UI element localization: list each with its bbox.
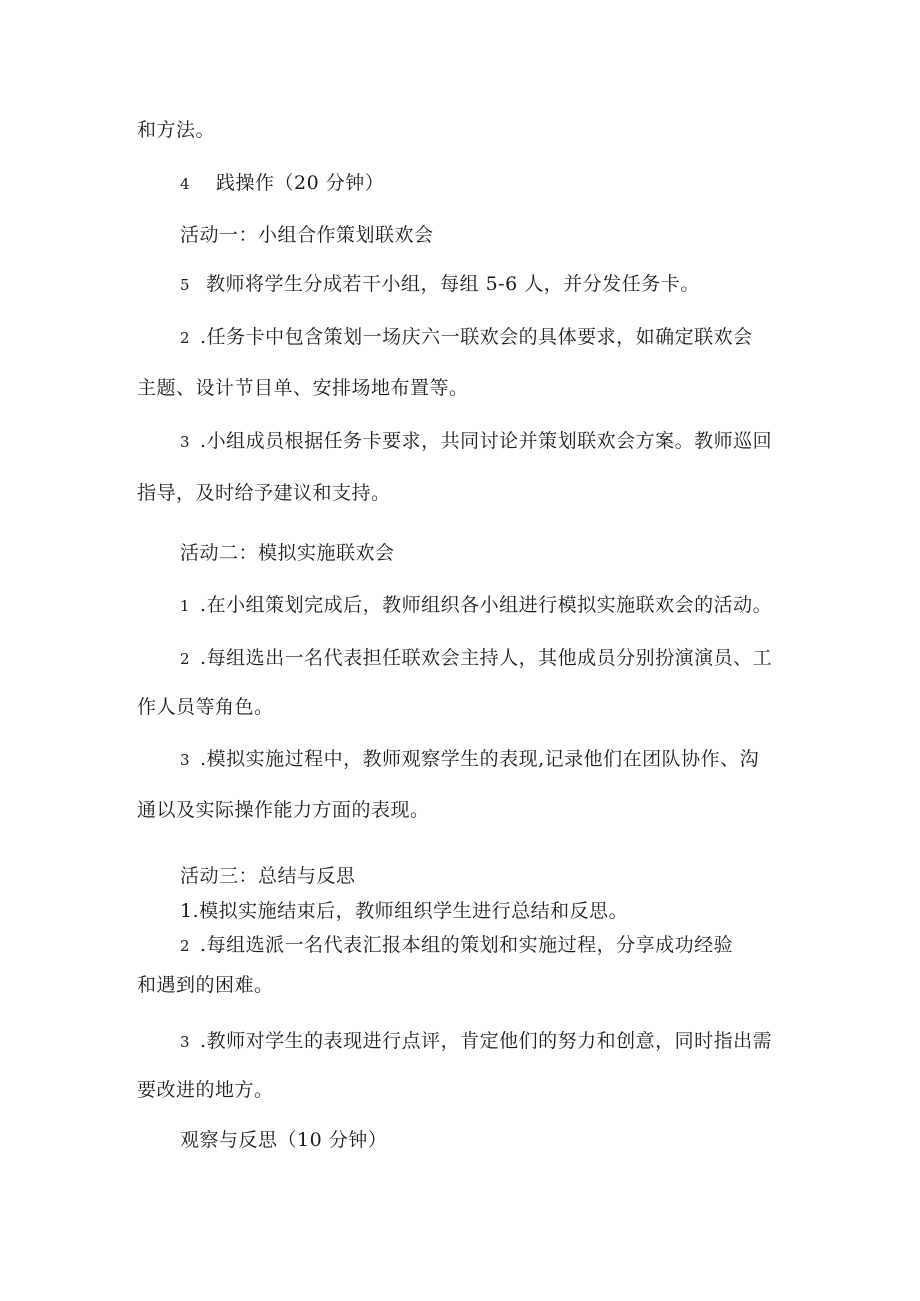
item-text: .教师对学生的表现进行点评，肯定他们的努力和创意，同时指出需 — [200, 1030, 773, 1052]
item-text: .任务卡中包含策划一场庆六一联欢会的具体要求，如确定联欢会 — [200, 326, 753, 348]
list-item — [180, 324, 753, 351]
item-text: 教师将学生分成若干小组，每组 5-6 人，并分发任务卡。 — [206, 273, 700, 295]
item-number: 5 — [180, 276, 191, 294]
section-heading-practice — [180, 170, 384, 197]
line-text: 作人员等角色。 — [137, 696, 274, 718]
text-line — [137, 117, 215, 143]
section-number: 4 — [180, 175, 191, 193]
line-text: 通以及实际操作能力方面的表现。 — [137, 799, 430, 821]
line-text: 主题、设计节目单、安排场地布置等。 — [137, 377, 469, 399]
item-number: 3 — [180, 1033, 191, 1051]
activity-heading-2 — [180, 540, 395, 566]
text-line — [137, 375, 469, 401]
item-number: 3 — [180, 433, 191, 451]
item-text: .每组选派一名代表汇报本组的策划和实施过程，分享成功经验 — [200, 934, 734, 956]
list-item — [180, 592, 772, 619]
text-line — [137, 1077, 274, 1103]
item-number: 3 — [180, 751, 191, 769]
activity-heading-3 — [180, 863, 356, 889]
item-text: .每组选出一名代表担任联欢会主持人，其他成员分别扮演演员、工 — [200, 647, 773, 669]
text-line — [137, 480, 391, 506]
item-text: .模拟实施过程中，教师观察学生的表现,记录他们在团队协作、沟 — [200, 748, 760, 770]
item-number: 2 — [180, 937, 191, 955]
activity-title: 活动二：模拟实施联欢会 — [180, 542, 395, 564]
item-number: 2 — [180, 650, 191, 668]
activity-heading-1 — [180, 222, 434, 248]
item-text: 1.模拟实施结束后，教师组织学生进行总结和反思。 — [180, 900, 629, 922]
text-line — [137, 972, 274, 998]
item-text: .小组成员根据任务卡要求，共同讨论并策划联欢会方案。教师巡回 — [200, 430, 773, 452]
section-title: 践操作（20 分钟） — [216, 172, 385, 194]
list-item — [180, 271, 700, 298]
text-line — [137, 797, 430, 823]
section-heading-observation — [180, 1127, 387, 1153]
item-number: 2 — [180, 329, 191, 347]
item-number: 1 — [180, 597, 191, 615]
list-item — [180, 1028, 772, 1055]
list-item — [180, 898, 628, 924]
list-item — [180, 932, 733, 959]
activity-title: 活动三：总结与反思 — [180, 865, 356, 887]
list-item — [180, 645, 772, 672]
line-text: 要改进的地方。 — [137, 1079, 274, 1101]
item-text: .在小组策划完成后，教师组织各小组进行模拟实施联欢会的活动。 — [200, 594, 773, 616]
line-text: 和遇到的困难。 — [137, 974, 274, 996]
section-title: 观察与反思（10 分钟） — [180, 1129, 388, 1151]
list-item — [180, 428, 772, 455]
activity-title: 活动一：小组合作策划联欢会 — [180, 224, 434, 246]
line-text: 和方法。 — [137, 119, 216, 141]
text-line — [137, 694, 274, 720]
list-item — [180, 746, 759, 773]
line-text: 指导，及时给予建议和支持。 — [137, 482, 391, 504]
